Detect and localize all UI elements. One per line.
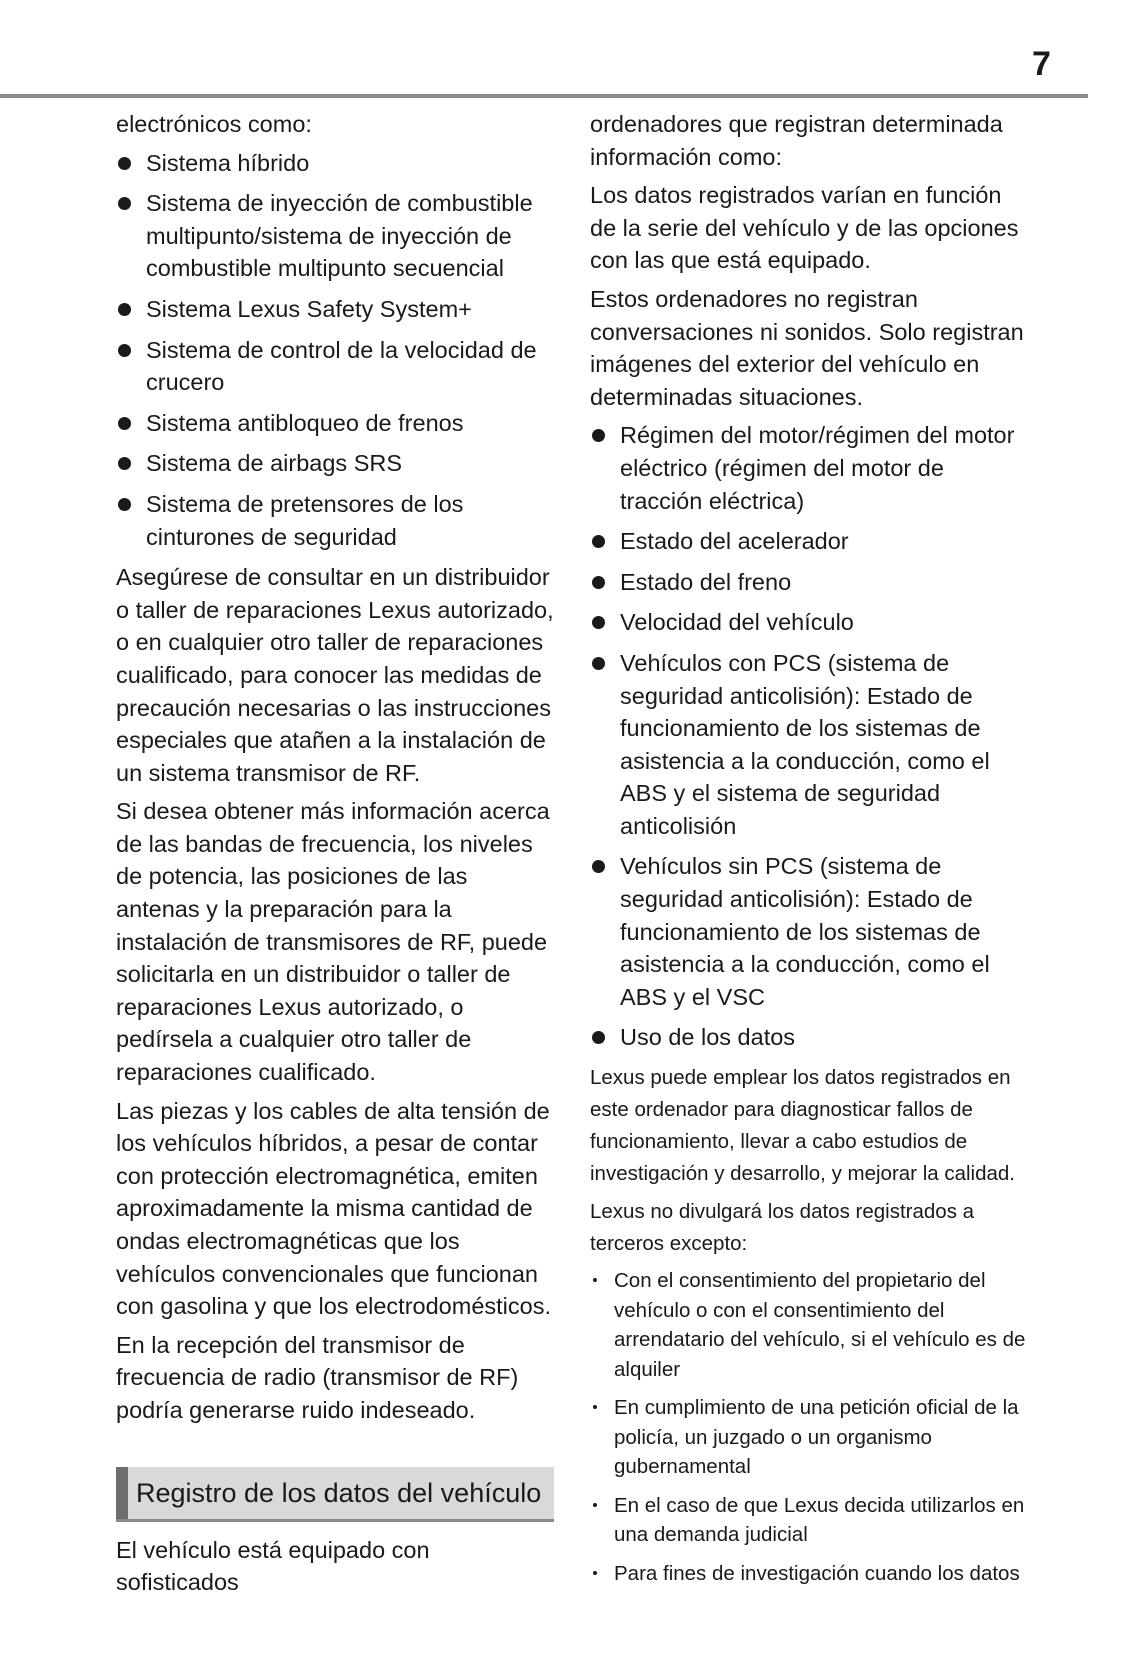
bullet-dot-icon — [118, 498, 131, 511]
list-item: Estado del acelerador — [590, 525, 1030, 558]
disclosure-intro: Lexus no divulgará los datos registrados a terceros excepto: — [590, 1200, 975, 1256]
systems-list — [116, 147, 554, 554]
list-item: Vehículos con PCS (sistema de seguridad anticolisión): Estado de funcionamiento de los sistemas de asistencia a la conducción, como el ABS y el sistema de seguridad anticolisión — [590, 647, 1030, 843]
list-item: Velocidad del vehículo — [590, 606, 1030, 639]
recorded-items-list — [590, 419, 1030, 1054]
list-item: Sistema antibloqueo de frenos — [116, 407, 554, 440]
paragraph: ordenadores que registran determinada información como: — [590, 111, 1003, 170]
section-heading-text: Registro de los datos del vehículo — [136, 1477, 542, 1508]
bullet-dot-icon — [592, 429, 605, 442]
bullet-dot-icon — [592, 1031, 605, 1044]
paragraph: En la recepción del transmisor de frecuencia de radio (transmisor de RF) podría generarse ruido indeseado. — [116, 1331, 519, 1423]
bullet-dot-icon — [118, 344, 131, 357]
bullet-small-icon — [593, 1405, 597, 1409]
list-item: Sistema de pretensores de los cinturones de seguridad — [116, 488, 554, 553]
bullet-dot-icon — [592, 535, 605, 548]
list-item: Estado del freno — [590, 566, 1030, 599]
heading-accent-bar — [116, 1467, 128, 1519]
list-item: Régimen del motor/régimen del motor eléctrico (régimen del motor de tracción eléctrica) — [590, 419, 1030, 517]
section-heading — [116, 1467, 554, 1522]
list-item: Sistema Lexus Safety System+ — [116, 293, 554, 326]
bullet-dot-icon — [592, 616, 605, 629]
list-item: Con el consentimiento del propietario del vehículo o con el consentimiento del arrendatario del vehículo, si el vehículo es de alquiler — [590, 1266, 1030, 1384]
list-item: Para fines de investigación cuando los datos — [590, 1559, 1030, 1589]
paragraph: Las piezas y los cables de alta tensión de los vehículos híbridos, a pesar de contar con protección electromagnética, emiten aproximadamente la misma cantidad de ondas electromagnéticas que los vehículos convencionales que funcionan con gasolina y que los electrodomésticos. — [116, 1097, 551, 1320]
header-rule — [0, 94, 1088, 98]
list-item: Uso de los datos — [590, 1021, 1030, 1054]
paragraph: Si desea obtener más información acerca de las bandas de frecuencia, los niveles de potencia, las posiciones de las antenas y la preparación para la instalación de transmisores de RF, puede solicitarla en un distribuidor o taller de reparaciones Lexus autorizado, o pedírsela a cualquier otro taller de reparaciones cualificado. — [116, 798, 550, 1086]
bullet-dot-icon — [118, 417, 131, 430]
list-item: Vehículos sin PCS (sistema de seguridad anticolisión): Estado de funcionamiento de los sistemas de asistencia a la conducción, como el ABS y el VSC — [590, 850, 1030, 1013]
list-item: Sistema de airbags SRS — [116, 447, 554, 480]
paragraph: Asegúrese de consultar en un distribuidor o taller de reparaciones Lexus autorizado, o en cualquier otro taller de reparaciones cualificado, para conocer las medidas de precaución necesarias o las instrucciones especiales que atañen a la instalación de un sistema transmisor de RF. — [116, 564, 554, 786]
bullet-dot-icon — [592, 576, 605, 589]
usage-text: Lexus puede emplear los datos registrados en este ordenador para diagnosticar fallos de funcionamiento, llevar a cabo estudios de investigación y desarrollo, y mejorar la calidad. — [590, 1066, 1016, 1186]
bullet-dot-icon — [592, 860, 605, 873]
bullet-small-icon — [593, 1503, 597, 1507]
page-number: 7 — [1032, 45, 1051, 83]
list-item: En cumplimiento de una petición oficial de la policía, un juzgado o un organismo gubernamental — [590, 1393, 1030, 1482]
list-item: Sistema híbrido — [116, 147, 554, 180]
section-intro: El vehículo está equipado con sofisticados — [116, 1536, 430, 1596]
exceptions-list — [590, 1266, 1030, 1588]
bullet-small-icon — [593, 1571, 597, 1575]
list-item: Sistema de inyección de combustible multipunto/sistema de inyección de combustible multipunto secuencial — [116, 187, 554, 285]
bullet-dot-icon — [592, 657, 605, 670]
bullet-dot-icon — [118, 457, 131, 470]
bullet-dot-icon — [118, 197, 131, 210]
right-column — [590, 108, 1030, 1597]
bullet-dot-icon — [118, 157, 131, 170]
intro-text: electrónicos como: — [116, 111, 312, 137]
list-item: En el caso de que Lexus decida utilizarlos en una demanda judicial — [590, 1491, 1030, 1550]
left-column — [116, 108, 554, 1605]
bullet-dot-icon — [118, 303, 131, 316]
list-item: Sistema de control de la velocidad de crucero — [116, 334, 554, 399]
paragraph: Los datos registrados varían en función de la serie del vehículo y de las opciones con las que está equipado. — [590, 182, 1019, 274]
paragraph: Estos ordenadores no registran conversaciones ni sonidos. Solo registran imágenes del exterior del vehículo en determinadas situaciones. — [590, 285, 1024, 410]
bullet-small-icon — [593, 1278, 597, 1282]
